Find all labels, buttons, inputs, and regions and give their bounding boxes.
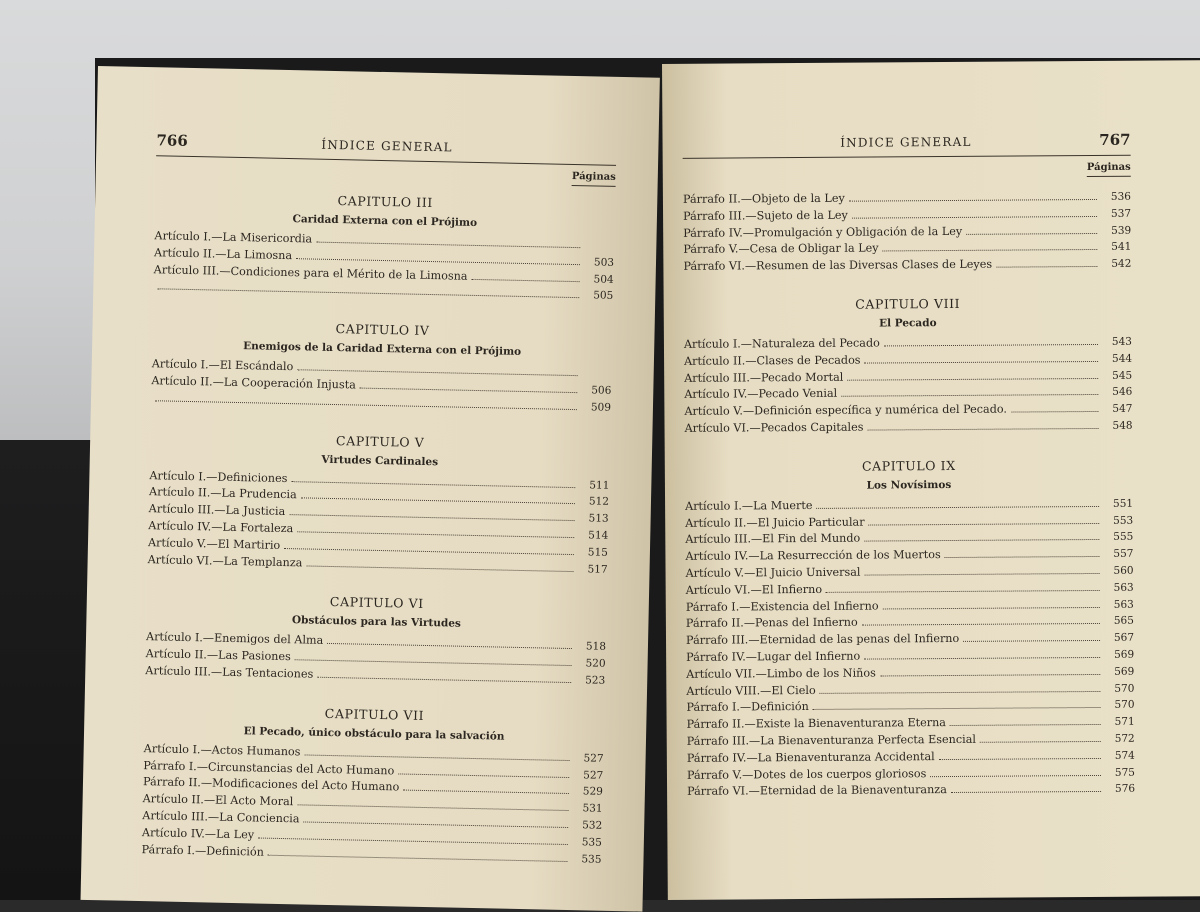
toc-entry-label: Artículo III.—El Fin del Mundo	[685, 531, 861, 547]
dot-leader	[289, 514, 574, 521]
dot-leader	[864, 539, 1099, 542]
chapter-subtitle: Enemigos de la Caridad Externa con el Prójimo	[243, 340, 522, 359]
dot-leader	[471, 278, 579, 281]
toc-entry-page: 514	[588, 529, 609, 542]
dot-leader	[360, 388, 578, 394]
toc-entry-label: Artículo II.—Las Pasiones	[145, 647, 291, 664]
dot-leader	[884, 344, 1098, 346]
toc-entry-page	[584, 248, 614, 249]
dot-leader	[867, 428, 1098, 431]
left-paginas-label: Páginas	[156, 162, 616, 183]
toc-entry-page: 570	[1114, 682, 1135, 695]
toc-entry-label: Artículo I.—Definiciones	[149, 468, 288, 485]
toc-entry-page: 515	[587, 546, 609, 559]
dot-leader	[826, 590, 1100, 593]
toc-entry-label: Párrafo II.—Penas del Infierno	[685, 615, 858, 631]
dot-leader	[303, 821, 568, 828]
dot-leader	[813, 707, 1101, 710]
toc-entry-label: Artículo I.—Actos Humanos	[143, 741, 301, 759]
dot-leader	[950, 724, 1101, 726]
dot-leader	[864, 657, 1100, 660]
toc-entry-page: 569	[1114, 648, 1135, 661]
toc-entry-page: 535	[581, 836, 602, 849]
toc-entry-label: Artículo II.—La Cooperación Injusta	[151, 374, 356, 392]
toc-entry-label: Artículo VIII.—El Cielo	[686, 683, 816, 698]
left-header-title: ÍNDICE GENERAL	[321, 137, 453, 155]
dot-leader	[297, 804, 568, 811]
dot-leader	[865, 361, 1099, 364]
dot-leader	[304, 754, 569, 761]
toc-entry-page: 563	[1113, 598, 1134, 611]
dot-leader	[291, 481, 575, 488]
dot-leader	[316, 242, 580, 249]
dot-leader	[297, 369, 577, 376]
chapter-title: CAPITULO III	[337, 193, 434, 211]
dot-leader	[862, 623, 1100, 626]
toc-entry-page: 541	[1111, 241, 1132, 254]
toc-entry-page: 518	[585, 640, 607, 654]
toc-entry-page: 523	[585, 674, 606, 687]
toc-entry-label: Artículo IV.—La Ley	[141, 825, 255, 842]
dot-leader	[864, 573, 1099, 576]
toc-entry-label: Párrafo III.—Eternidad de las penas del Infierno	[685, 632, 960, 647]
dot-leader	[327, 643, 572, 649]
toc-entry-label: Párrafo V.—Dotes de los cuerpos gloriosos	[686, 766, 927, 782]
left-page-header	[156, 131, 616, 166]
toc-entry-label: Artículo I.—La Misericordia	[154, 229, 313, 246]
toc-entry-page: 572	[1114, 732, 1135, 745]
dot-leader	[847, 378, 1098, 381]
toc-entry-page: 535	[581, 852, 602, 866]
toc-entry-label: Artículo III.—La Justicia	[148, 502, 286, 519]
right-chapter-list	[684, 295, 1136, 813]
toc-entry-page: 537	[1110, 207, 1132, 220]
toc-entry-page: 565	[1113, 615, 1134, 628]
dot-leader	[963, 640, 1100, 642]
toc-entry-page: 569	[1114, 665, 1135, 678]
dot-leader	[820, 690, 1101, 693]
toc-entry-page: 560	[1113, 564, 1134, 577]
toc-entry-label: Artículo II.—La Limosna	[153, 246, 293, 262]
dot-leader	[295, 659, 572, 666]
toc-entry-label: Artículo III.—Las Tentaciones	[145, 664, 314, 681]
toc-entry-label: Artículo I.—El Escándalo	[151, 357, 294, 374]
toc-entry-label: Párrafo I.—Circunstancias del Acto Humano	[143, 758, 395, 777]
right-page-header	[682, 131, 1130, 159]
toc-entry-page: 512	[588, 495, 610, 509]
chapter-title: CAPITULO IX	[861, 457, 956, 474]
dot-leader	[883, 249, 1098, 251]
toc-entry-page: 555	[1113, 531, 1134, 544]
toc-entry-page: 575	[1114, 766, 1135, 779]
dot-leader	[939, 758, 1101, 760]
toc-entry-page: 527	[583, 752, 604, 765]
dot-leader	[945, 556, 1100, 558]
dot-leader	[817, 506, 1100, 509]
toc-entry-label: Párrafo II.—Existe la Bienaventuranza Eterna	[686, 716, 946, 731]
dot-leader	[849, 199, 1097, 202]
toc-entry-page: 531	[582, 802, 603, 815]
chapter-subtitle: Los Novísimos	[866, 478, 952, 492]
dot-leader	[317, 677, 571, 683]
toc-entry-label: Artículo II.—La Prudencia	[148, 485, 297, 502]
toc-entry-page: 539	[1111, 224, 1132, 237]
toc-entry-label: Artículo VII.—Limbo de los Niños	[686, 666, 876, 681]
toc-entry-page: 546	[1112, 386, 1133, 399]
toc-entry-label: Artículo IV.—La Fortaleza	[148, 519, 294, 536]
left-page	[81, 66, 660, 912]
toc-entry-label: Artículo V.—El Martirio	[147, 535, 281, 552]
toc-entry-page: 557	[1113, 547, 1134, 561]
toc-entry-label: Artículo II.—El Juicio Particular	[685, 515, 865, 530]
dot-leader	[398, 773, 569, 778]
toc-entry-page: 529	[582, 785, 604, 799]
toc-entry-page: 576	[1114, 783, 1136, 796]
toc-entry-label: Artículo I.—La Muerte	[685, 498, 813, 513]
toc-entry-page: 547	[1112, 402, 1133, 416]
toc-entry-label: Párrafo I.—Existencia del Infierno	[685, 599, 879, 614]
left-chapter-list	[141, 189, 615, 880]
toc-entry-page: 527	[583, 768, 604, 782]
toc-entry-page: 505	[593, 289, 614, 303]
chapter-title: CAPITULO VII	[324, 705, 425, 723]
right-page	[662, 60, 1200, 900]
toc-entry-page: 509	[590, 401, 612, 414]
toc-entry-page: 567	[1113, 631, 1135, 644]
toc-entry-page: 571	[1114, 715, 1135, 728]
right-paginas-label: Páginas	[683, 162, 1131, 176]
chapter-title: CAPITULO V	[335, 432, 425, 450]
toc-entry-label: Artículo I.—Enemigos del Alma	[145, 630, 324, 648]
left-page-number: 766	[156, 131, 188, 150]
toc-entry-page: 574	[1114, 749, 1135, 762]
toc-entry-page: 542	[1111, 257, 1132, 271]
chapter-subtitle: Virtudes Cardinales	[321, 453, 439, 468]
toc-entry-label: Párrafo IV.—Promulgación y Obligación de la Ley	[683, 224, 963, 240]
toc-entry-label: Artículo V.—El Juicio Universal	[685, 565, 861, 580]
dot-leader	[403, 790, 569, 794]
right-header-title: ÍNDICE GENERAL	[840, 134, 972, 150]
dot-leader	[883, 607, 1100, 610]
toc-entry-page: 532	[582, 819, 603, 832]
dot-leader	[841, 394, 1098, 397]
toc-entry-label: Párrafo I.—Definición	[686, 700, 809, 715]
toc-entry-label: Párrafo VI.—Eternidad de la Bienaventuranza	[687, 783, 947, 799]
toc-entry-label: Artículo II.—Clases de Pecados	[684, 353, 861, 368]
toc-entry-page: 545	[1112, 369, 1133, 382]
dot-leader	[966, 233, 1097, 235]
dot-leader	[297, 531, 574, 538]
toc-entry-label: Párrafo II.—Objeto de la Ley	[682, 191, 845, 206]
chapter-subtitle: El Pecado, único obstáculo para la salvación	[243, 724, 505, 743]
dot-leader	[930, 774, 1101, 776]
dot-leader	[268, 854, 568, 861]
dot-leader	[284, 548, 574, 555]
chapter-title: CAPITULO VI	[329, 594, 424, 612]
dot-leader	[306, 565, 573, 572]
toc-entry-label: Artículo VI.—Pecados Capitales	[684, 420, 864, 435]
dot-leader	[258, 837, 568, 844]
dot-leader	[1011, 411, 1098, 413]
toc-entry-page: 513	[588, 512, 609, 525]
toc-entry-label: Artículo III.—La Conciencia	[142, 809, 300, 826]
toc-entry-page: 503	[593, 256, 615, 269]
dot-leader	[996, 266, 1097, 268]
toc-entry-label: Párrafo IV.—Lugar del Infierno	[686, 649, 861, 664]
toc-entry-label: Párrafo III.—Sujeto de la Ley	[683, 208, 848, 223]
chapter-title: CAPITULO VIII	[855, 295, 961, 312]
toc-entry-page: 506	[591, 384, 612, 397]
toc-entry-page: 544	[1111, 352, 1133, 365]
dot-leader	[296, 258, 580, 265]
dot-leader	[880, 674, 1100, 677]
toc-entry-page: 548	[1112, 419, 1133, 432]
toc-entry-label: Artículo VI.—La Templanza	[147, 552, 303, 569]
toc-entry-label: Párrafo V.—Cesa de Obligar la Ley	[683, 241, 879, 257]
chapter-subtitle: El Pecado	[879, 317, 937, 330]
toc-entry-label: Artículo I.—Naturaleza del Pecado	[683, 336, 880, 351]
toc-entry-page: 511	[589, 478, 610, 492]
right-continued-entries	[683, 189, 1132, 288]
dot-leader	[869, 523, 1100, 526]
toc-entry-label: Artículo VI.—El Infierno	[685, 582, 823, 597]
toc-entry-page: 551	[1112, 497, 1134, 510]
toc-entry-label: Artículo IV.—Pecado Venial	[684, 387, 838, 402]
toc-entry-page: 504	[593, 273, 614, 286]
toc-entry-label: Párrafo II.—Modificaciones del Acto Humano	[142, 775, 400, 794]
dot-leader	[852, 216, 1097, 219]
toc-entry-label: Párrafo III.—La Bienaventuranza Perfecta Esencial	[686, 732, 976, 748]
toc-entry-page: 543	[1111, 335, 1132, 348]
dot-leader	[980, 741, 1101, 743]
toc-entry-label: Artículo IV.—La Resurrección de los Muertos	[685, 548, 941, 564]
toc-entry-label: Párrafo IV.—La Bienaventuranza Accidental	[686, 749, 935, 765]
toc-entry-label: Párrafo I.—Definición	[141, 842, 264, 859]
toc-entry-page	[582, 376, 612, 377]
toc-entry-page: 553	[1113, 514, 1134, 527]
toc-entry-page: 563	[1113, 581, 1134, 594]
toc-entry-label: Artículo III.—Condiciones para el Mérito de la Limosna	[153, 262, 468, 283]
toc-entry-label: Artículo V.—Definición específica y numérica del Pecado.	[684, 402, 1007, 419]
chapter-subtitle: Obstáculos para las Virtudes	[291, 614, 462, 631]
toc-entry-label: Artículo III.—Pecado Mortal	[684, 370, 844, 385]
dot-leader	[951, 791, 1101, 793]
toc-entry-page: 570	[1114, 699, 1135, 712]
right-page-number: 767	[1099, 130, 1131, 149]
chapter-title: CAPITULO IV	[335, 321, 430, 339]
toc-entry-page: 536	[1110, 190, 1131, 203]
chapter-subtitle: Caridad Externa con el Prójimo	[292, 213, 478, 229]
toc-entry-label: Artículo II.—El Acto Moral	[142, 792, 294, 809]
dot-leader	[301, 498, 575, 505]
toc-entry-label: Párrafo VI.—Resumen de las Diversas Clases de Leyes	[683, 257, 993, 274]
toc-entry-page: 520	[585, 657, 606, 670]
toc-entry-page: 517	[587, 562, 608, 576]
